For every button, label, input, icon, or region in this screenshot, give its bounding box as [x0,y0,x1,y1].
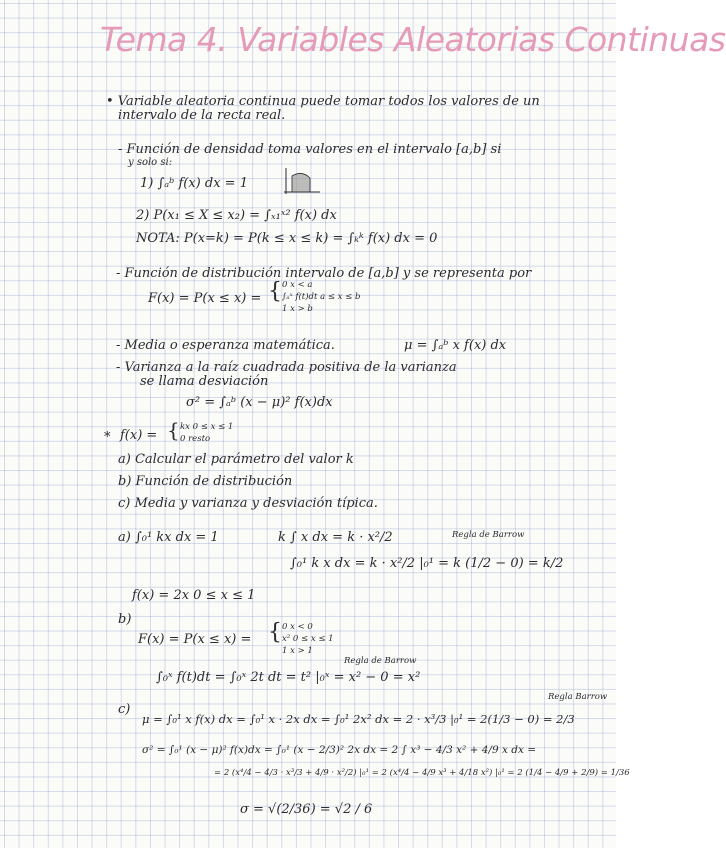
mean-text: - Media o esperanza matemática. [116,338,335,353]
exercise-function: f(x) = [120,428,158,443]
variance-line-2: se llama desviación [140,374,269,389]
solution-b-barrow-note: Regla de Barrow [344,656,417,666]
solution-a-barrow-note: Regla de Barrow [452,530,525,540]
density-condition-1: 1) ∫ₐᵇ f(x) dx = 1 [140,176,248,191]
exercise-question-b: b) Función de distribución [118,474,293,489]
density-nota: NOTA: P(x=k) = P(k ≤ x ≤ k) = ∫ₖᵏ f(x) dx = 0 [136,231,438,246]
solution-b-lhs: F(x) = P(x ≤ x) = [138,632,252,647]
exercise-question-a: a) Calcular el parámetro del valor k [118,452,354,467]
exercise-star: * [104,430,111,445]
mean-formula: μ = ∫ₐᵇ x f(x) dx [404,338,507,353]
density-graph-icon [280,166,322,196]
distribution-case-3: 1 x > b [282,304,313,314]
solution-b-case-3: 1 x > 1 [282,646,313,656]
distribution-lhs: F(x) = P(x ≤ x) = [148,291,262,306]
solution-a-side: k ∫ x dx = k · x²/2 [278,530,393,545]
variance-formula: σ² = ∫ₐᵇ (x − μ)² f(x)dx [186,395,333,410]
solution-b-case-1: 0 x < 0 [282,622,313,632]
solution-a-line-2: ∫₀¹ k x dx = k · x²/2 |₀¹ = k (1/2 − 0) = k/2 [290,556,564,571]
solution-c-label: c) [118,702,131,717]
exercise-question-c: c) Media y varianza y desviación típica. [118,496,378,511]
solution-c-std-dev: σ = √(2/36) = √2 / 6 [240,802,373,817]
solution-b-label: b) [118,612,132,627]
page-title: Tema 4. Variables Aleatorias Continuas [100,20,726,59]
distribution-case-2: ∫ₐˣ f(t)dt a ≤ x ≤ b [282,292,361,302]
solution-b-line-2: ∫₀ˣ f(t)dt = ∫₀ˣ 2t dt = t² |₀ˣ = x² − 0 = x² [156,670,421,685]
solution-b-case-2: x² 0 ≤ x ≤ 1 [282,634,334,644]
density-condition-2: 2) P(x₁ ≤ X ≤ x₂) = ∫ₓ₁ˣ² f(x) dx [136,208,337,223]
solution-b-brace: { [268,620,282,645]
solution-a-line-1: a) ∫₀¹ kx dx = 1 [118,530,219,545]
solution-c-variance-2: = 2 (x⁴/4 − 4/3 · x³/3 + 4/9 · x²/2) |₀¹ = 2 (x⁴/4 − 4/9 x³ + 4/18 x²) |₀¹ = 2 (1/4 − 4/9 + 2/9) = 1/36 [214,768,630,778]
solution-c-barrow-note: Regla Barrow [548,692,608,702]
exercise-case-2: 0 resto [180,434,211,444]
variance-line-1: - Varianza a la raíz cuadrada positiva de la varianza [116,360,457,375]
distribution-line-1: - Función de distribución intervalo de [a,b] y se representa por [116,266,532,281]
intro-line-1: • Variable aleatoria continua puede tomar todos los valores de un [106,94,540,109]
intro-line-2: intervalo de la recta real. [118,108,286,123]
exercise-brace: { [167,418,180,442]
distribution-case-1: 0 x < a [282,280,313,290]
exercise-case-1: kx 0 ≤ x ≤ 1 [180,422,234,432]
solution-c-variance-1: σ² = ∫₀¹ (x − μ)² f(x)dx = ∫₀¹ (x − 2/3)² 2x dx = 2 ∫ x³ − 4/3 x² + 4/9 x dx = [142,744,537,756]
density-line-1: - Función de densidad toma valores en el intervalo [a,b] si [118,142,502,157]
solution-a-result: f(x) = 2x 0 ≤ x ≤ 1 [132,588,256,603]
solution-c-mean: μ = ∫₀¹ x f(x) dx = ∫₀¹ x · 2x dx = ∫₀¹ 2x² dx = 2 · x³/3 |₀¹ = 2(1/3 − 0) = 2/3 [142,712,575,726]
distribution-brace: { [268,279,282,304]
density-line-2: y solo si: [128,157,173,168]
